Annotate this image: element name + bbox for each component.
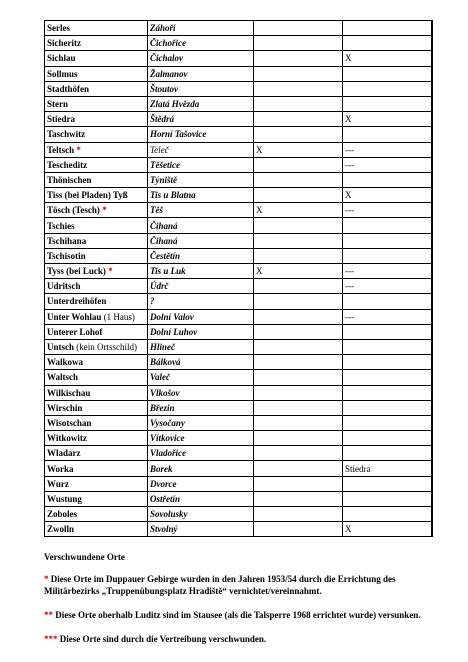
table-row [45, 476, 433, 491]
mark-cell-3 [432, 142, 433, 157]
german-name: Tösch (Tesch) [47, 205, 100, 216]
german-name: Wisotschan [47, 417, 92, 428]
german-name: Wladarz [47, 448, 81, 459]
german-name: Wurz [47, 478, 69, 489]
german-name: Tescheditz [47, 159, 88, 170]
czech-name-cell: Dolní Luhov [148, 324, 254, 339]
czech-name-cell: Vladořice [148, 446, 254, 461]
table-row [45, 66, 433, 81]
mark-cell-3 [432, 112, 433, 127]
mark-cell-1 [254, 507, 343, 522]
mark-cell-3 [432, 188, 433, 203]
czech-name-cell: Těš [148, 203, 254, 218]
mark-cell-1 [254, 385, 343, 400]
mark-cell-1 [254, 279, 343, 294]
german-name-cell [45, 172, 148, 187]
mark-cell-3 [432, 96, 433, 111]
mark-cell-1 [254, 400, 343, 415]
german-name-cell [45, 507, 148, 522]
mark-cell-3 [432, 431, 433, 446]
german-name: Witkowitz [47, 433, 87, 444]
german-name-note: (1 Haus) [103, 311, 135, 322]
german-name: Waltsch [47, 372, 79, 383]
czech-name-cell: Dvorce [148, 476, 254, 491]
czech-name-cell: Údrč [148, 279, 254, 294]
mark-cell-1 [254, 218, 343, 233]
mark-cell-1 [254, 339, 343, 354]
german-name: Tschihana [47, 235, 87, 246]
german-name-cell [45, 476, 148, 491]
table-row [45, 370, 433, 385]
german-name-cell [45, 294, 148, 309]
mark-cell-3 [432, 203, 433, 218]
table-row [45, 218, 433, 233]
footnote-2-text: Diese Orte oberhalb Luditz sind im Stausee (als die Talsperre 1968 errichtet wurde) versunken. [55, 610, 421, 620]
german-name-cell [45, 339, 148, 354]
german-name-cell [45, 188, 148, 203]
mark-cell-2 [343, 400, 432, 415]
czech-name-cell: Vysočany [148, 415, 254, 430]
german-name-cell [45, 264, 148, 279]
mark-cell-3 [432, 522, 433, 537]
german-name: Wilkischau [47, 387, 91, 398]
mark-cell-1 [254, 36, 343, 51]
table-row [45, 172, 433, 187]
section-heading: Verschwundene Orte [44, 552, 125, 562]
german-name-cell [45, 96, 148, 111]
czech-name-cell: Vítkovice [148, 431, 254, 446]
mark-cell-2 [343, 339, 432, 354]
mark-cell-2 [343, 66, 432, 81]
table-row [45, 36, 433, 51]
mark-cell-1 [254, 21, 343, 36]
german-name: Tyss (bei Luck) [47, 266, 106, 277]
czech-name-cell: Štoutov [148, 81, 254, 96]
mark-cell-2: --- [343, 157, 432, 172]
table-row [45, 309, 433, 324]
mark-cell-3 [432, 446, 433, 461]
german-name: Untsch [47, 342, 75, 353]
czech-name-cell: Březin [148, 400, 254, 415]
mark-cell-2: X [343, 51, 432, 66]
mark-cell-3 [432, 309, 433, 324]
table-row [45, 112, 433, 127]
mark-cell-2: X [343, 112, 432, 127]
mark-cell-2 [343, 36, 432, 51]
mark-cell-3 [432, 21, 433, 36]
mark-cell-1 [254, 127, 343, 142]
german-name-cell [45, 431, 148, 446]
mark-cell-3 [432, 415, 433, 430]
german-name-cell [45, 36, 148, 51]
german-name-cell [45, 51, 148, 66]
mark-cell-3 [432, 66, 433, 81]
mark-cell-2: --- [343, 279, 432, 294]
german-name: Walkowa [47, 357, 84, 368]
mark-cell-2 [343, 96, 432, 111]
footnote-3 [44, 634, 444, 646]
german-name: Sollmus [47, 68, 78, 79]
czech-name-cell: Ostřetín [148, 491, 254, 506]
czech-name-cell: Čichořice [148, 36, 254, 51]
mark-cell-2: Stiedra [343, 461, 432, 476]
german-name-cell [45, 522, 148, 537]
mark-cell-1 [254, 370, 343, 385]
mark-cell-3 [432, 127, 433, 142]
german-name: Tiss (bei Pladen) Tyß [47, 190, 128, 201]
czech-name-cell: Těšetice [148, 157, 254, 172]
mark-cell-3 [432, 51, 433, 66]
mark-cell-2 [343, 491, 432, 506]
german-name: Sicheritz [47, 38, 81, 49]
mark-cell-2 [343, 370, 432, 385]
mark-cell-2: --- [343, 309, 432, 324]
table-row [45, 279, 433, 294]
mark-cell-1 [254, 476, 343, 491]
german-name-cell [45, 491, 148, 506]
table-row [45, 491, 433, 506]
mark-cell-2: --- [343, 264, 432, 279]
mark-cell-3 [432, 157, 433, 172]
mark-cell-3 [432, 400, 433, 415]
czech-name-cell: Zlatá Hvězda [148, 96, 254, 111]
table-row [45, 96, 433, 111]
table-row [45, 142, 433, 157]
mark-cell-3 [432, 355, 433, 370]
german-name-cell [45, 157, 148, 172]
footnote-marker: * [76, 144, 81, 155]
german-name: Stern [47, 99, 68, 110]
german-name: Zwolln [47, 524, 75, 535]
mark-cell-1 [254, 415, 343, 430]
mark-cell-2 [343, 355, 432, 370]
mark-cell-1 [254, 491, 343, 506]
german-name: Wirschin [47, 402, 83, 413]
mark-cell-3 [432, 279, 433, 294]
german-name: Thönischen [47, 174, 92, 185]
german-name-cell [45, 355, 148, 370]
mark-cell-1 [254, 355, 343, 370]
table-row [45, 127, 433, 142]
table-row [45, 385, 433, 400]
czech-name-cell: Týniště [148, 172, 254, 187]
mark-cell-1 [254, 157, 343, 172]
mark-cell-2 [343, 81, 432, 96]
mark-cell-2 [343, 324, 432, 339]
german-name: Teltsch [47, 144, 75, 155]
mark-cell-2 [343, 127, 432, 142]
table-row [45, 355, 433, 370]
mark-cell-1 [254, 431, 343, 446]
table-row [45, 51, 433, 66]
mark-cell-2 [343, 233, 432, 248]
table-row [45, 81, 433, 96]
mark-cell-1 [254, 294, 343, 309]
czech-name-cell: Valeč [148, 370, 254, 385]
mark-cell-1: X [254, 203, 343, 218]
table-row [45, 324, 433, 339]
czech-name-cell: Čestětín [148, 248, 254, 263]
mark-cell-3 [432, 264, 433, 279]
mark-cell-1: X [254, 264, 343, 279]
czech-name-cell: Čichalov [148, 51, 254, 66]
german-name: Unterdreihöfen [47, 296, 107, 307]
footnote-marker: * [108, 266, 113, 277]
german-name: Worka [47, 463, 74, 474]
mark-cell-1 [254, 81, 343, 96]
german-name-cell [45, 112, 148, 127]
table-row [45, 446, 433, 461]
mark-cell-3 [432, 294, 433, 309]
table-row [45, 188, 433, 203]
german-name-cell [45, 400, 148, 415]
mark-cell-1 [254, 233, 343, 248]
mark-cell-1 [254, 446, 343, 461]
german-name: Wustung [47, 493, 82, 504]
mark-cell-1 [254, 309, 343, 324]
table-row [45, 339, 433, 354]
mark-cell-2: X [343, 188, 432, 203]
german-name-cell [45, 279, 148, 294]
places-table [44, 20, 433, 537]
czech-name-cell: Záhoří [148, 21, 254, 36]
czech-name-cell: Štědrá [148, 112, 254, 127]
mark-cell-1 [254, 461, 343, 476]
mark-cell-3 [432, 81, 433, 96]
footnote-3-text: Diese Orte sind durch die Vertreibung verschwunden. [59, 634, 267, 644]
german-name-cell [45, 446, 148, 461]
german-name-cell [45, 81, 148, 96]
german-name-cell [45, 248, 148, 263]
mark-cell-2 [343, 248, 432, 263]
german-name-cell [45, 309, 148, 324]
german-name: Stadthöfen [47, 83, 90, 94]
mark-cell-3 [432, 476, 433, 491]
german-name: Serles [47, 23, 70, 34]
mark-cell-3 [432, 507, 433, 522]
mark-cell-1 [254, 96, 343, 111]
mark-cell-1 [254, 112, 343, 127]
mark-cell-3 [432, 36, 433, 51]
table-row [45, 248, 433, 263]
german-name-cell [45, 21, 148, 36]
table-row [45, 507, 433, 522]
mark-cell-3 [432, 248, 433, 263]
table-row [45, 461, 433, 476]
mark-cell-3 [432, 385, 433, 400]
mark-cell-3 [432, 491, 433, 506]
czech-name-cell: Sovolusky [148, 507, 254, 522]
german-name: Unter Wohlau [47, 311, 102, 322]
czech-name-cell: Dolní Valov [148, 309, 254, 324]
german-name: Unterer Lohof [47, 326, 103, 337]
places-table-body [45, 21, 433, 537]
mark-cell-1 [254, 66, 343, 81]
mark-cell-2 [343, 507, 432, 522]
mark-cell-2: X [343, 522, 432, 537]
footnote-1 [44, 574, 444, 597]
table-row [45, 400, 433, 415]
table-row [45, 21, 433, 36]
mark-cell-3 [432, 324, 433, 339]
mark-cell-2 [343, 446, 432, 461]
german-name-cell [45, 385, 148, 400]
czech-name-cell: Teleč [148, 142, 254, 157]
mark-cell-1: X [254, 142, 343, 157]
german-name-cell [45, 415, 148, 430]
german-name-cell [45, 66, 148, 81]
german-name-cell [45, 233, 148, 248]
czech-name-cell: Horní Tašovice [148, 127, 254, 142]
mark-cell-3 [432, 370, 433, 385]
footnote-1-text: Diese Orte im Duppauer Gebirge wurden in den Jahren 1953/54 durch die Errichtung des Militärbezirks „Truppenübungsplatz Hradiště“ vernichtet/vereinnahmt. [44, 574, 396, 596]
table-row [45, 157, 433, 172]
mark-cell-2 [343, 476, 432, 491]
czech-name-cell: Borek [148, 461, 254, 476]
mark-cell-2 [343, 294, 432, 309]
czech-name-cell: Vlkošov [148, 385, 254, 400]
mark-cell-2 [343, 385, 432, 400]
german-name-cell [45, 324, 148, 339]
table-row [45, 431, 433, 446]
german-name-cell [45, 370, 148, 385]
table-row [45, 294, 433, 309]
mark-cell-2 [343, 21, 432, 36]
mark-cell-1 [254, 522, 343, 537]
mark-cell-3 [432, 172, 433, 187]
mark-cell-2: --- [343, 142, 432, 157]
table-row [45, 203, 433, 218]
table-row [45, 264, 433, 279]
footnote-marker: * [102, 205, 107, 216]
german-name-cell [45, 218, 148, 233]
german-name-cell [45, 203, 148, 218]
german-name: Stiedra [47, 114, 75, 125]
german-name: Zoboles [47, 509, 78, 520]
mark-cell-3 [432, 233, 433, 248]
mark-cell-3 [432, 218, 433, 233]
mark-cell-1 [254, 248, 343, 263]
footnote-2-mark: ** [44, 610, 53, 620]
czech-name-cell: Tis u Blatna [148, 188, 254, 203]
mark-cell-1 [254, 51, 343, 66]
table-row [45, 415, 433, 430]
czech-name-cell: Hlineč [148, 339, 254, 354]
czech-name-cell: Žalmanov [148, 66, 254, 81]
czech-name-cell: Stvolný [148, 522, 254, 537]
czech-name-cell: Bálková [148, 355, 254, 370]
german-name: Taschwitz [47, 129, 86, 140]
footnote-3-mark: *** [44, 634, 58, 644]
mark-cell-1 [254, 188, 343, 203]
german-name-cell [45, 127, 148, 142]
mark-cell-1 [254, 172, 343, 187]
table-row [45, 233, 433, 248]
mark-cell-2: --- [343, 203, 432, 218]
czech-name-cell: Čihaná [148, 233, 254, 248]
footnote-1-mark: * [44, 574, 49, 584]
german-name: Tschisotin [47, 250, 86, 261]
mark-cell-3 [432, 461, 433, 476]
mark-cell-2 [343, 431, 432, 446]
mark-cell-2 [343, 218, 432, 233]
mark-cell-3 [432, 339, 433, 354]
german-name: Sichlau [47, 53, 76, 64]
footnote-2 [44, 610, 444, 622]
german-name: Udritsch [47, 281, 81, 292]
mark-cell-2 [343, 415, 432, 430]
german-name-note: (kein Ortsschild) [76, 342, 138, 353]
mark-cell-2 [343, 172, 432, 187]
table-row [45, 522, 433, 537]
czech-name-cell: ? [148, 294, 254, 309]
german-name: Tschies [47, 220, 75, 231]
german-name-cell [45, 142, 148, 157]
german-name-cell [45, 461, 148, 476]
czech-name-cell: Čihaná [148, 218, 254, 233]
czech-name-cell: Tis u Luk [148, 264, 254, 279]
mark-cell-1 [254, 324, 343, 339]
